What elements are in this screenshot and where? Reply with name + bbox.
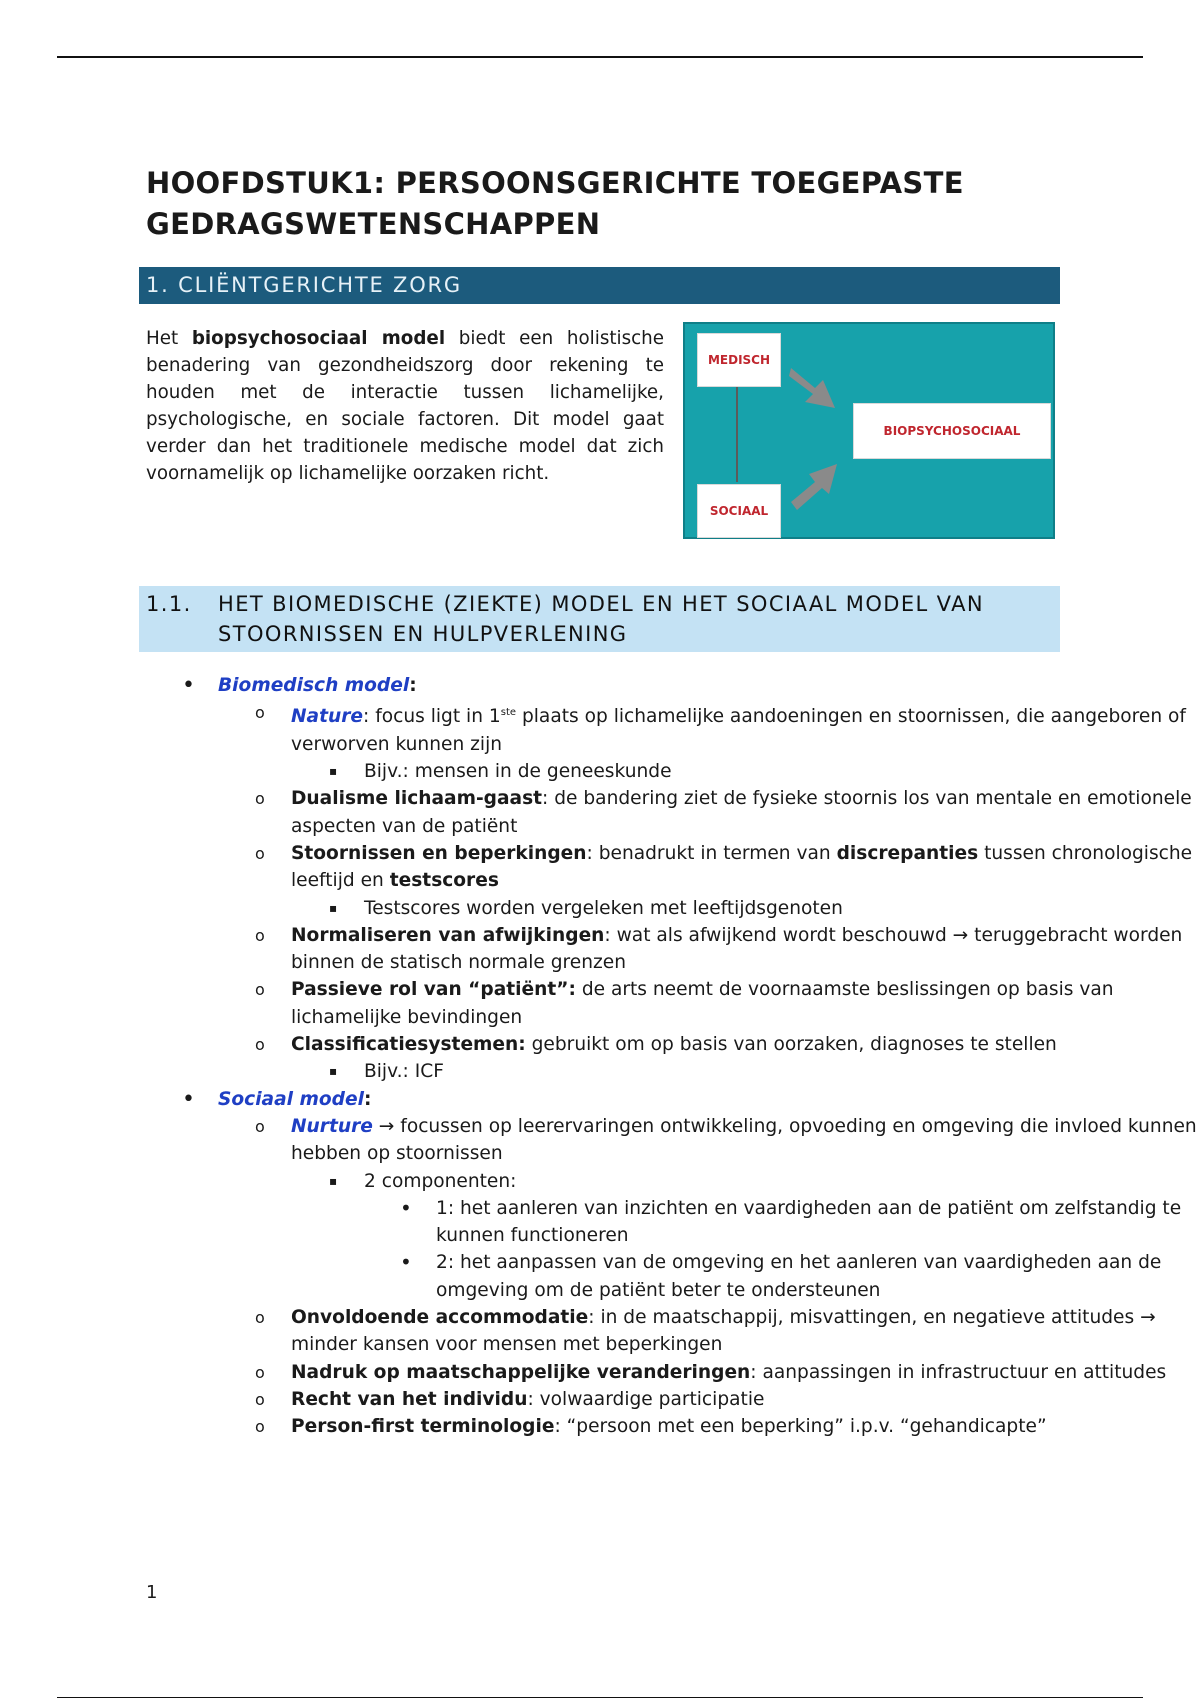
footer-rule bbox=[57, 1697, 1143, 1698]
list-item-nurture: o Nurture → focussen op leerervaringen ontwikkeling, opvoeding en omgeving die invloed kunnen hebben op stoornissen bbox=[255, 1115, 1197, 1165]
list-item-normaliseren: o Normaliseren van afwijkingen: wat als afwijkend wordt beschouwd → teruggebracht worden binnen de statisch normale grenzen bbox=[255, 924, 1183, 974]
biopsychosocial-diagram bbox=[683, 322, 1055, 539]
list-item-example: ▪ Testscores worden vergeleken met leeftijdsgenoten bbox=[329, 897, 843, 919]
list-item-component-2: • 2: het aanpassen van de omgeving en het aanleren van vaardigheden aan de omgeving om de patiënt beter te ondersteunen bbox=[400, 1250, 1162, 1301]
diagram-box-medisch: MEDISCH bbox=[697, 333, 781, 387]
diagram-box-sociaal: SOCIAAL bbox=[697, 484, 781, 538]
content-list bbox=[0, 672, 1200, 1441]
intro-paragraph: Het biopsychosociaal model biedt een holistische benadering van gezondheidszorg door rekening te houden met de interactie tussen lichamelijke, psychologische, en sociale factoren. Dit model gaat verder dan het traditionele medische model dat zich voornamelijk op lichamelijke oorzaken richt. bbox=[146, 328, 664, 484]
section-title: HET BIOMEDISCHE (ZIEKTE) MODEL EN HET SOCIAAL MODEL VAN STOORNISSEN EN HULPVERLENING bbox=[218, 592, 984, 646]
list-item-person-first: o Person-first terminologie: “persoon met een beperking” i.p.v. “gehandicapte” bbox=[255, 1416, 1047, 1438]
list-item-example: ▪ Bijv.: ICF bbox=[329, 1061, 444, 1083]
intro-keyword: biopsychosociaal model bbox=[191, 328, 446, 349]
header-rule bbox=[57, 56, 1143, 58]
page-number: 1 bbox=[146, 1582, 158, 1603]
section-heading-clientgerichte-zorg: 1. CLIËNTGERICHTE ZORG bbox=[139, 267, 1060, 304]
arrow-icon-bottom bbox=[791, 464, 837, 510]
list-item-classificatiesystemen: o Classificatiesystemen: gebruikt om op basis van oorzaken, diagnoses te stellen bbox=[255, 1034, 1057, 1056]
arrow-icon-top bbox=[789, 368, 835, 408]
list-item-maatschappelijke-veranderingen: o Nadruk op maatschappelijke veranderingen: aanpassingen in infrastructuur en attitudes bbox=[255, 1361, 1167, 1383]
list-item-recht-individu: o Recht van het individu: volwaardige participatie bbox=[255, 1388, 765, 1410]
section-heading-1-1 bbox=[139, 586, 1060, 652]
section-number: 1.1. bbox=[146, 592, 192, 616]
list-item-example: ▪ Bijv.: mensen in de geneeskunde bbox=[329, 761, 672, 783]
list-item-accommodatie: o Onvoldoende accommodatie: in de maatschappij, misvattingen, en negatieve attitudes → minder kansen voor mensen met beperkingen bbox=[255, 1307, 1156, 1356]
list-item-sociaal: • Sociaal model: bbox=[182, 1086, 372, 1112]
list-item-dualisme: o Dualisme lichaam-gaast: de bandering ziet de fysieke stoornis los van mentale en emotionele aspecten van de patiënt bbox=[255, 788, 1192, 837]
list-item-componenten: ▪ 2 componenten: bbox=[329, 1170, 517, 1192]
diagram-box-biopsychosociaal: BIOPSYCHOSOCIAAL bbox=[853, 403, 1051, 459]
list-item-component-1: • 1: het aanleren van inzichten en vaardigheden aan de patiënt om zelfstandig te kunnen functioneren bbox=[400, 1195, 1182, 1247]
list-item-passieve-rol: o Passieve rol van “patiënt”: de arts neemt de voornaamste beslissingen op basis van lichamelijke bevindingen bbox=[255, 979, 1114, 1028]
list-item-biomedisch: • Biomedisch model: bbox=[182, 673, 417, 698]
list-item-nature: o Nature: focus ligt in 1ste plaats op lichamelijke aandoeningen en stoornissen, die aangeboren of verworven kunnen zijn bbox=[255, 703, 1186, 755]
chapter-title: HOOFDSTUK1: PERSOONSGERICHTE TOEGEPASTE GEDRAGSWETENSCHAPPEN bbox=[146, 166, 964, 241]
list-item-stoornissen: o Stoornissen en beperkingen: benadrukt in termen van discrepanties tussen chronologische leeftijd en testscores bbox=[255, 842, 1193, 892]
